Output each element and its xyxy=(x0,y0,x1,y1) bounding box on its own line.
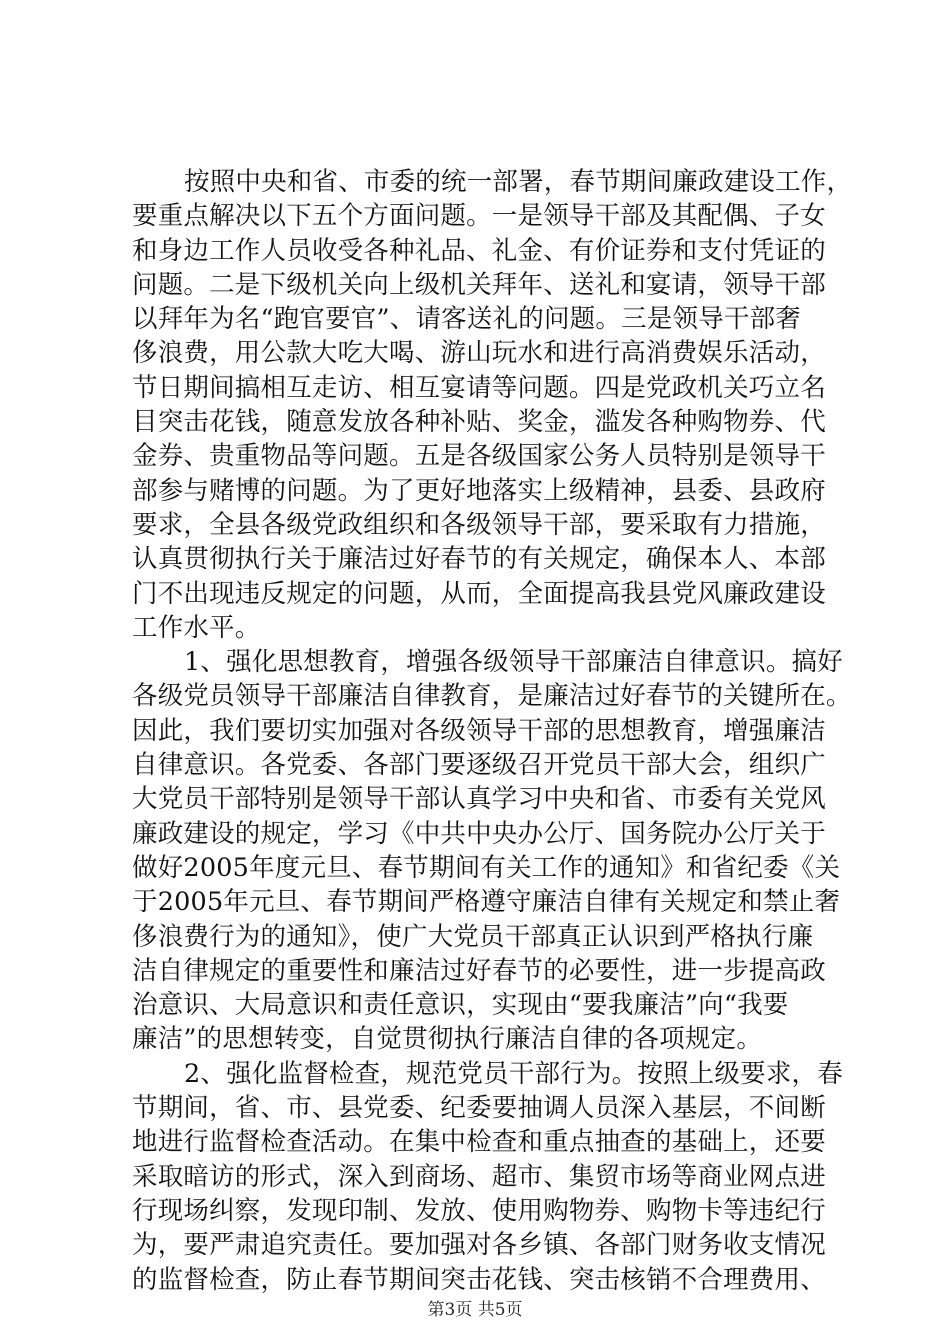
text-line: 要求，全县各级党政组织和各级领导干部，要采取有力措施， xyxy=(132,509,826,540)
text-line: 治意识、大局意识和责任意识，实现由“要我廉洁”向“我要 xyxy=(132,990,789,1021)
text-line: 认真贯彻执行关于廉洁过好春节的有关规定，确保本人、本部 xyxy=(132,544,826,575)
text-line: 各级党员领导干部廉洁自律教育，是廉洁过好春节的关键所在。 xyxy=(132,681,852,712)
text-line: 大党员干部特别是领导干部认真学习中央和省、市委有关党风 xyxy=(132,784,826,815)
text-line: 按照中央和省、市委的统一部署，春节期间廉政建设工作， xyxy=(184,167,853,197)
text-line: 于2005年元旦、春节期间严格遵守廉洁自律有关规定和禁止奢 xyxy=(132,887,841,918)
text-line: 廉政建设的规定，学习《中共中央办公厅、国务院办公厅关于 xyxy=(132,818,826,849)
text-line: 为，要严肃追究责任。要加强对各乡镇、各部门财务收支情况 xyxy=(132,1230,826,1261)
text-line: 目突击花钱，随意发放各种补贴、奖金，滥发各种购物券、代 xyxy=(132,407,826,438)
text-line: 廉洁”的思想转变，自觉贯彻执行廉洁自律的各项规定。 xyxy=(132,1024,763,1055)
text-line: 门不出现违反规定的问题，从而，全面提高我县党风廉政建设 xyxy=(132,578,826,609)
text-line: 工作水平。 xyxy=(132,612,261,643)
text-line: 金券、贵重物品等问题。五是各级国家公务人员特别是领导干 xyxy=(132,441,826,472)
text-line: 地进行监督检查活动。在集中检查和重点抽查的基础上，还要 xyxy=(132,1127,826,1158)
text-line: 要重点解决以下五个方面问题。一是领导干部及其配偶、子女 xyxy=(132,201,826,232)
text-line: 因此，我们要切实加强对各级领导干部的思想教育，增强廉洁 xyxy=(132,715,826,746)
text-line: 洁自律规定的重要性和廉洁过好春节的必要性，进一步提高政 xyxy=(132,955,826,986)
text-line: 侈浪费，用公款大吃大喝、游山玩水和进行高消费娱乐活动， xyxy=(132,338,826,369)
text-line: 做好2005年度元旦、春节期间有关工作的通知》和省纪委《关 xyxy=(132,852,841,883)
text-line: 的监督检查，防止春节期间突击花钱、突击核销不合理费用、 xyxy=(132,1264,826,1295)
text-line: 行现场纠察，发现印制、发放、使用购物券、购物卡等违纪行 xyxy=(132,1195,826,1226)
text-line: 部参与赌博的问题。为了更好地落实上级精神，县委、县政府 xyxy=(132,475,826,506)
text-line: 问题。二是下级机关向上级机关拜年、送礼和宴请，领导干部 xyxy=(132,269,826,300)
text-line: 和身边工作人员收受各种礼品、礼金、有价证券和支付凭证的 xyxy=(132,235,826,266)
body-text xyxy=(132,165,853,1297)
text-line: 侈浪费行为的通知》，使广大党员干部真正认识到严格执行廉 xyxy=(132,921,814,952)
text-line: 节日期间搞相互走访、相互宴请等问题。四是党政机关巧立名 xyxy=(132,372,826,403)
page-number-footer: 第3页 共5页 xyxy=(427,1300,523,1320)
text-line: 以拜年为名“跑官要官”、请客送礼的问题。三是领导干部奢 xyxy=(132,304,801,335)
text-line: 节期间，省、市、县党委、纪委要抽调人员深入基层，不间断 xyxy=(132,1093,826,1124)
text-line: 1、强化思想教育，增强各级领导干部廉洁自律意识。搞好 xyxy=(184,647,843,678)
text-line: 2、强化监督检查，规范党员干部行为。按照上级要求，春 xyxy=(184,1058,843,1089)
text-line: 采取暗访的形式，深入到商场、超市、集贸市场等商业网点进 xyxy=(132,1161,826,1192)
text-line: 自律意识。各党委、各部门要逐级召开党员干部大会，组织广 xyxy=(132,750,826,781)
